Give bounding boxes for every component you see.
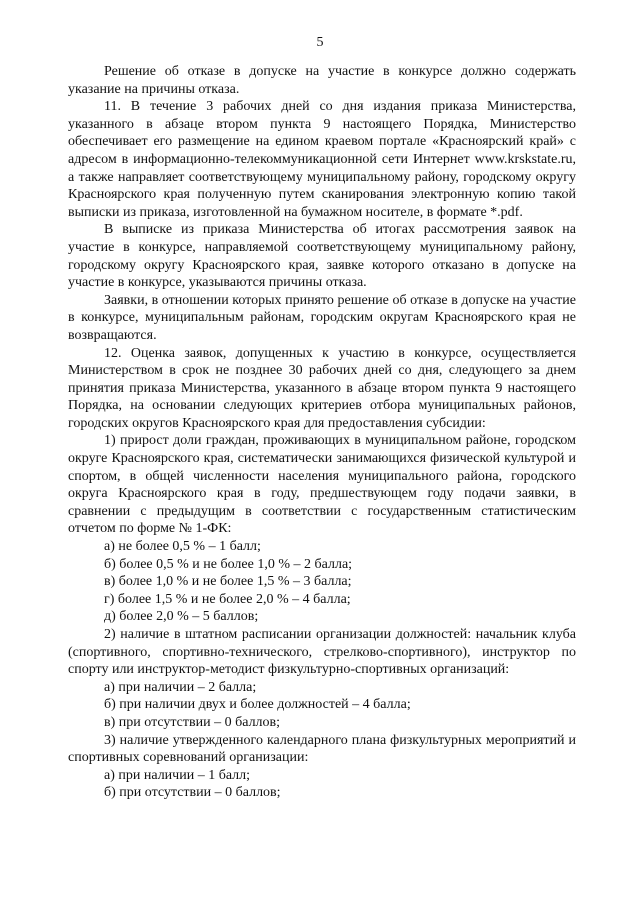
list-item: б) более 0,5 % и не более 1,0 % – 2 балла;	[104, 556, 353, 572]
paragraph-extract-reasons: В выписке из приказа Министерства об итогах рассмотрения заявок на участие в конкурсе, направляемой соответствующему муниципальному району, городскому округу Красноярского края, заявке которого отказано в допуске на участие в конкурсе, указываются причины отказа.	[68, 222, 576, 291]
list-item: б) при наличии двух и более должностей – 4 балла;	[104, 697, 411, 713]
document-body	[68, 63, 576, 802]
list-item: а) не более 0,5 % – 1 балл;	[104, 539, 261, 555]
paragraph-criterion-1: 1) прирост доли граждан, проживающих в муниципальном районе, городском округе Красноярского края, систематически занимающихся физической культурой и спортом, в общей численности населения муниципального района, городского округа Красноярского края в году, предшествующем году подачи заявки, в сравнении с предыдущим в соответствии с государственным статистическим отчетом по форме № 1-ФК:	[68, 433, 576, 537]
paragraph-criterion-3: 3) наличие утвержденного календарного плана физкультурных мероприятий и спортивных соревнований организации:	[68, 732, 576, 766]
list-item: д) более 2,0 % – 5 баллов;	[104, 609, 259, 625]
paragraph-applications-not-returned: Заявки, в отношении которых принято решение об отказе в допуске на участие в конкурсе, муниципальным районам, городским округам Красноярского края не возвращаются.	[68, 292, 576, 343]
list-item: а) при наличии – 2 балла;	[104, 679, 257, 695]
list-item: а) при наличии – 1 балл;	[104, 767, 251, 783]
paragraph-refusal-reasons: Решение об отказе в допуске на участие в конкурсе должно содержать указание на причины отказа.	[68, 64, 576, 97]
paragraph-item-12: 12. Оценка заявок, допущенных к участию в конкурсе, осуществляется Министерством в срок не позднее 30 рабочих дней со дня, следующего за днем принятия приказа Министерства, указанного в абзаце втором пункта 9 настоящего Порядка, на основании следующих критериев отбора муниципальных районов, городских округов Красноярского края для предоставления субсидии:	[68, 345, 576, 431]
paragraph-item-11: 11. В течение 3 рабочих дней со дня издания приказа Министерства, указанного в абзаце втором пункта 9 настоящего Порядка, Министерство обеспечивает его размещение на едином краевом портале «Красноярский край» с адресом в информационно-телекоммуникационной сети Интернет www.krskstate.ru, а также направляет соответствующему муниципальному району, городскому округу Красноярского края полученную путем сканирования электронную копию такой выписки из приказа, изготовленной на бумажном носителе, в формате *.pdf.	[68, 99, 576, 220]
list-item: в) более 1,0 % и не более 1,5 % – 3 балла;	[104, 574, 352, 590]
page-number: 5	[316, 35, 324, 50]
list-item: б) при отсутствии – 0 баллов;	[104, 785, 281, 801]
list-item: в) при отсутствии – 0 баллов;	[104, 714, 281, 730]
list-item: г) более 1,5 % и не более 2,0 % – 4 балла;	[104, 591, 351, 607]
paragraph-criterion-2: 2) наличие в штатном расписании организации должностей: начальник клуба (спортивного, спортивно-технического, стрелково-спортивного), инструктор по спорту или инструктор-методист физкультурно-спортивных организаций:	[68, 627, 576, 678]
